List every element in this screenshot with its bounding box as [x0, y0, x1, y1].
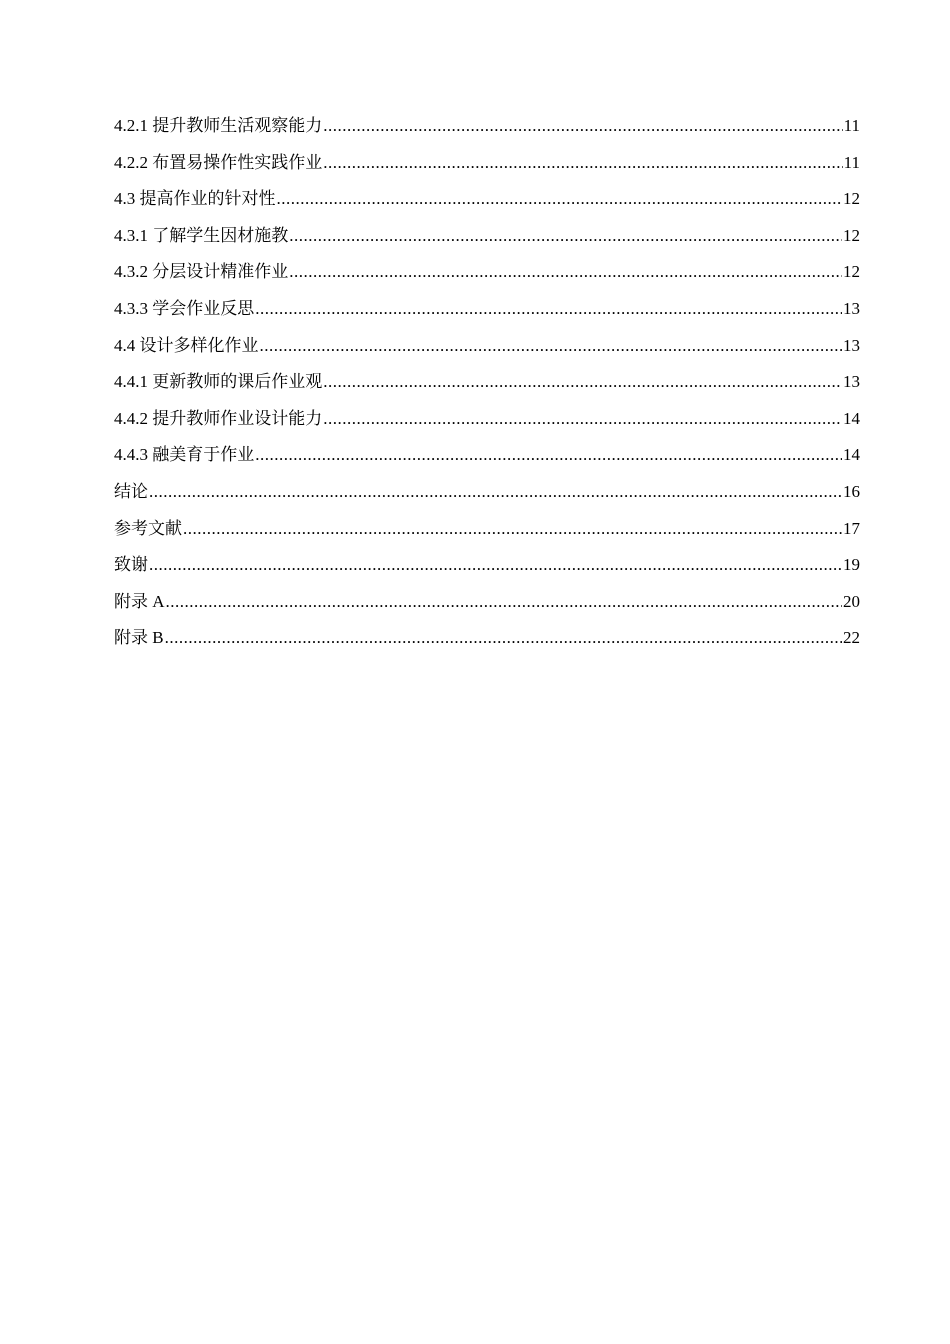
- toc-entry-title: 4.4 设计多样化作业: [114, 335, 259, 355]
- toc-dot-leader: [323, 401, 842, 438]
- toc-dot-leader: [289, 254, 842, 291]
- toc-entry-page: 12: [843, 262, 860, 282]
- toc-dot-leader: [260, 328, 843, 365]
- toc-dot-leader: [165, 620, 842, 657]
- toc-entry-acknowledgements[interactable]: [114, 547, 860, 584]
- toc-entry-page: 13: [843, 335, 860, 355]
- toc-entry-page: 13: [843, 372, 860, 392]
- toc-entry-4-2-2[interactable]: [114, 145, 860, 182]
- toc-entry-title: 4.3 提高作业的针对性: [114, 189, 276, 209]
- toc-dot-leader: [323, 145, 842, 182]
- toc-entry-page: 17: [843, 518, 860, 538]
- toc-dot-leader: [166, 584, 842, 621]
- toc-dot-leader: [323, 364, 842, 401]
- toc-entry-title: 4.4.2 提升教师作业设计能力: [114, 408, 323, 428]
- toc-entry-conclusion[interactable]: [114, 474, 860, 511]
- toc-entry-page: 19: [843, 555, 860, 575]
- toc-entry-appendix-a[interactable]: [114, 584, 860, 621]
- toc-entry-4-3-3[interactable]: [114, 291, 860, 328]
- toc-entry-title: 附录 B: [114, 628, 164, 648]
- table-of-contents: [114, 108, 860, 657]
- toc-dot-leader: [277, 181, 843, 218]
- toc-dot-leader: [149, 547, 842, 584]
- toc-entry-page: 14: [843, 445, 860, 465]
- toc-dot-leader: [183, 511, 842, 548]
- toc-dot-leader: [149, 474, 842, 511]
- toc-entry-4-2-1[interactable]: [114, 108, 860, 145]
- toc-entry-title: 4.4.3 融美育于作业: [114, 445, 255, 465]
- toc-entry-4-3[interactable]: [114, 181, 860, 218]
- toc-entry-page: 20: [843, 591, 860, 611]
- toc-entry-title: 4.4.1 更新教师的课后作业观: [114, 372, 323, 392]
- toc-entry-page: 12: [843, 225, 860, 245]
- toc-entry-title: 致谢: [114, 555, 148, 575]
- toc-entry-title: 4.3.3 学会作业反思: [114, 298, 255, 318]
- toc-entry-appendix-b[interactable]: [114, 620, 860, 657]
- toc-entry-page: 13: [843, 298, 860, 318]
- toc-entry-references[interactable]: [114, 511, 860, 548]
- toc-entry-title: 附录 A: [114, 591, 165, 611]
- toc-entry-title: 参考文献: [114, 518, 182, 538]
- toc-dot-leader: [255, 291, 842, 328]
- toc-entry-4-4-2[interactable]: [114, 401, 860, 438]
- toc-entry-title: 4.2.2 布置易操作性实践作业: [114, 152, 323, 172]
- toc-entry-page: 16: [843, 481, 860, 501]
- toc-entry-4-3-2[interactable]: [114, 254, 860, 291]
- toc-entry-4-4[interactable]: [114, 328, 860, 365]
- toc-entry-4-4-1[interactable]: [114, 364, 860, 401]
- toc-dot-leader: [255, 437, 842, 474]
- toc-entry-page: 22: [843, 628, 860, 648]
- toc-dot-leader: [289, 218, 842, 255]
- toc-entry-title: 4.3.1 了解学生因材施教: [114, 225, 289, 245]
- toc-entry-page: 14: [843, 408, 860, 428]
- toc-dot-leader: [323, 108, 842, 145]
- toc-entry-4-4-3[interactable]: [114, 437, 860, 474]
- toc-entry-title: 4.2.1 提升教师生活观察能力: [114, 116, 323, 135]
- toc-entry-title: 结论: [114, 481, 148, 501]
- toc-entry-page: 11: [843, 152, 860, 172]
- toc-entry-4-3-1[interactable]: [114, 218, 860, 255]
- toc-entry-page: 11: [843, 116, 860, 135]
- toc-entry-page: 12: [843, 189, 860, 209]
- toc-entry-title: 4.3.2 分层设计精准作业: [114, 262, 289, 282]
